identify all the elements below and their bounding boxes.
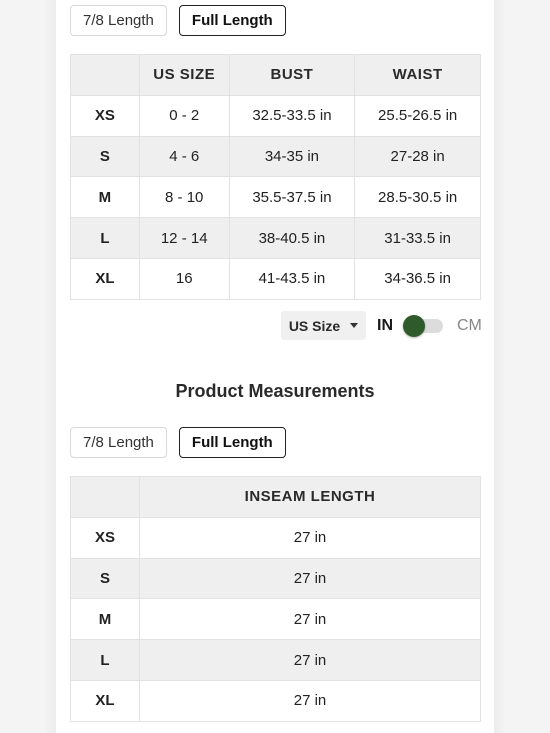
waist-cell: 27-28 in (355, 136, 481, 177)
us-size-cell: 0 - 2 (139, 95, 229, 136)
us-size-cell: 16 (139, 258, 229, 299)
unit-in-label[interactable]: IN (377, 316, 393, 334)
size-system-select[interactable] (281, 311, 366, 340)
inseam-cell: 27 in (140, 517, 481, 558)
inseam-cell: 27 in (140, 680, 481, 721)
size-chart-tabs (70, 5, 286, 36)
toggle-knob (403, 315, 425, 337)
size-chart-table (70, 54, 481, 300)
inseam-cell: 27 in (140, 599, 481, 640)
bust-cell: 41-43.5 in (229, 258, 355, 299)
unit-controls (281, 311, 482, 340)
table-row (71, 136, 481, 177)
size-system-value: US Size (288, 317, 341, 334)
inseam-cell: 27 in (140, 558, 481, 599)
table-row (71, 218, 481, 259)
us-size-cell: 8 - 10 (139, 177, 229, 218)
measurements-table (70, 476, 481, 722)
caret-down-icon (350, 323, 358, 328)
bust-cell: 35.5-37.5 in (229, 177, 355, 218)
us-size-cell: 4 - 6 (139, 136, 229, 177)
size-label: S (71, 558, 140, 599)
header-size (71, 55, 140, 96)
measurement-tabs (70, 427, 286, 458)
header-us-size: US SIZE (139, 55, 229, 96)
size-label: L (71, 218, 140, 259)
table-row (71, 177, 481, 218)
tab-7-8-length[interactable]: 7/8 Length (70, 5, 167, 36)
waist-cell: 25.5-26.5 in (355, 95, 481, 136)
size-label: S (71, 136, 140, 177)
table-row (71, 558, 481, 599)
size-label: M (71, 177, 140, 218)
inseam-cell: 27 in (140, 640, 481, 681)
waist-cell: 28.5-30.5 in (355, 177, 481, 218)
size-label: XS (71, 517, 140, 558)
table-row (71, 640, 481, 681)
header-size (71, 477, 140, 518)
bust-cell: 34-35 in (229, 136, 355, 177)
page-edge-left (44, 0, 56, 733)
size-label: L (71, 640, 140, 681)
table-row (71, 599, 481, 640)
tab-full-length[interactable]: Full Length (179, 427, 286, 458)
header-bust: BUST (229, 55, 355, 96)
table-row (71, 517, 481, 558)
section-title: Product Measurements (175, 381, 375, 401)
unit-toggle[interactable] (405, 319, 443, 333)
size-label: XL (71, 680, 140, 721)
size-label: XL (71, 258, 140, 299)
waist-cell: 34-36.5 in (355, 258, 481, 299)
table-row (71, 95, 481, 136)
table-row (71, 258, 481, 299)
table-header-row (71, 477, 481, 518)
us-size-cell: 12 - 14 (139, 218, 229, 259)
bust-cell: 38-40.5 in (229, 218, 355, 259)
waist-cell: 31-33.5 in (355, 218, 481, 259)
bust-cell: 32.5-33.5 in (229, 95, 355, 136)
table-header-row (71, 55, 481, 96)
tab-7-8-length[interactable]: 7/8 Length (70, 427, 167, 458)
header-inseam-length: INSEAM LENGTH (140, 477, 481, 518)
page-edge-right (494, 0, 506, 733)
table-row (71, 680, 481, 721)
unit-cm-label[interactable]: CM (457, 316, 482, 334)
header-waist: WAIST (355, 55, 481, 96)
size-label: M (71, 599, 140, 640)
size-label: XS (71, 95, 140, 136)
tab-full-length[interactable]: Full Length (179, 5, 286, 36)
